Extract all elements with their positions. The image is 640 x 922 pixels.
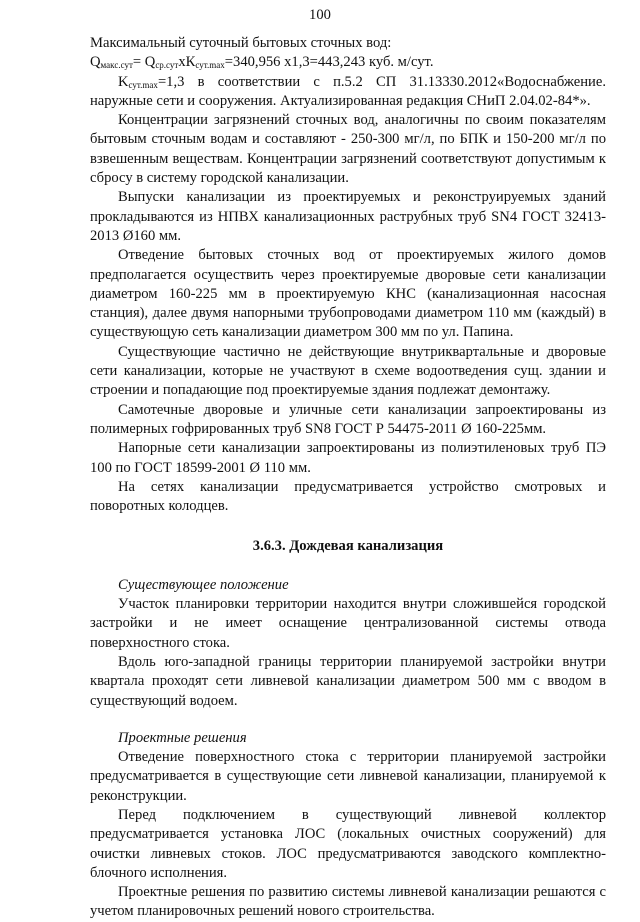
paragraph: Самотечные дворовые и уличные сети канализации запроектированы из полимерных гофрированных труб SN8 ГОСТ Р 54475-2011 Ø 160-225мм.: [90, 401, 606, 437]
paragraph: На сетях канализации предусматривается устройство смотровых и поворотных колодцев.: [90, 478, 606, 515]
k-coefficient-paragraph: $K_{сут.max}=1,3$ в соответствии с п.5.2 СП 31.13330.2012«Водоснабжение. наружные сети и сооружения. Актуализированная редакция СНиП 2.04.02-84*».: [90, 73, 606, 109]
paragraph: Отведение бытовых сточных вод от проектируемых жилого домов предполагается осуществить через проектируемые дворовые сети канализации диаметром 160-225 мм в проектируемую КНС (канализационная насосная станция), далее двумя напорными трубопроводами диаметром 110 мм (каждый) в существующую сеть канализации диаметром 300 мм по ул. Папина.: [90, 247, 606, 341]
paragraph: Перед подключением в существующий ливневой коллектор предусматривается установка ЛОС (локальных очистных сооружений) для очистки ливневых стоков. ЛОС предусматриваются заводского комплектно-блочного исполнения.: [90, 806, 606, 881]
paragraph: Участок планировки территории находится внутри сложившейся городской застройки и не имеет оснащение централизованной системы отвода поверхностного стока.: [90, 596, 606, 651]
page-number: 100: [309, 7, 331, 23]
formula-line: $Q_{макс.сут}= Q_{ср.сут}хК_{сут.max}=340,956$ х1,3=443,243 куб. м/сут.: [90, 54, 434, 71]
paragraph: Существующие частично не действующие внутриквартальные и дворовые сети канализации, которые не участвуют в схеме водоотведения сущ. здании и строении и попадающие под проектируемые здания подлежат демонтажу.: [90, 343, 606, 399]
paragraph: Вдоль юго-западной границы территории планируемой застройки внутри квартала проходят сети ливневой канализации диаметром 500 мм с вводом в существующий водоем.: [90, 653, 606, 709]
paragraph: Проектные решения по развитию системы ливневой канализации решаются с учетом планировочных решений нового строительства.: [90, 884, 606, 920]
paragraph: Концентрации загрязнений сточных вод, аналогичны по своим показателям бытовым сточным водам и составляют - 250-300 мг/л, по БПК и 150-200 мг/л по взвешенным веществам. Концентрации загрязнений соответствуют допустимым к сбросу в систему городской канализации.: [90, 112, 606, 187]
paragraph: Отведение поверхностного стока с территории планируемой застройки предусматривается в существующие сети ливневой канализации, планируемой к реконструкции.: [90, 749, 606, 804]
paragraph: Выпуски канализации из проектируемых и реконструируемых зданий прокладываются из НПВХ канализационных раструбных труб SN4 ГОСТ 32413-2013 Ø160 мм.: [90, 189, 606, 244]
subsection-title-existing: Существующее положение: [118, 576, 289, 593]
formula-title: Максимальный суточный бытовых сточных вод:: [90, 35, 392, 51]
paragraph: Напорные сети канализации запроектированы из полиэтиленовых труб ПЭ 100 по ГОСТ 18599-2001 Ø 110 мм.: [90, 440, 606, 476]
subsection-title-design: Проектные решения: [118, 729, 247, 746]
section-heading: 3.6.3. Дождевая канализация: [252, 538, 444, 555]
